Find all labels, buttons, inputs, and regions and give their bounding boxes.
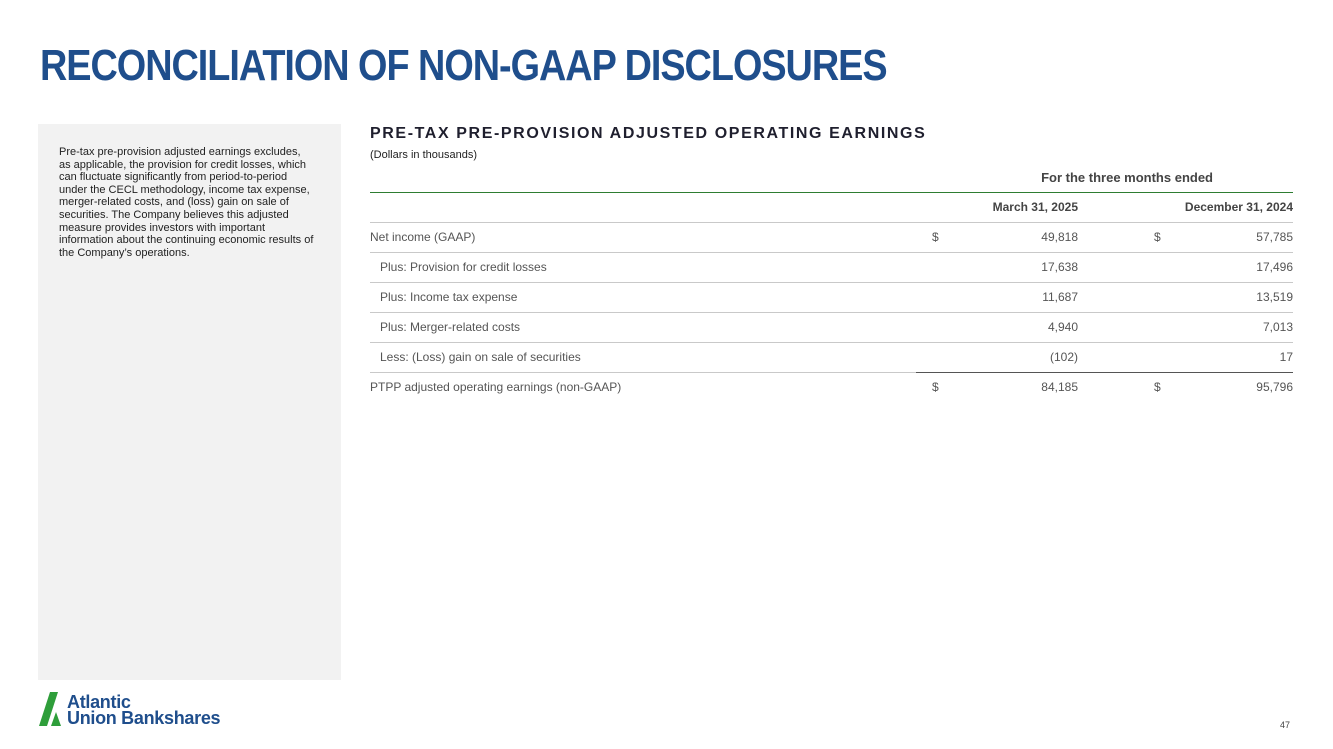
row-label: Plus: Merger-related costs [380, 320, 521, 334]
currency-symbol: $ [932, 230, 939, 244]
currency-symbol: $ [1154, 230, 1161, 244]
section-subtitle: (Dollars in thousands) [370, 149, 477, 161]
currency-symbol: $ [1154, 380, 1161, 394]
value-march-2025: 11,687 [1042, 290, 1078, 304]
value-december-2024: 17,496 [1256, 260, 1293, 274]
table-row [370, 283, 1293, 313]
value-march-2025: 17,638 [1041, 260, 1078, 274]
row-label: Net income (GAAP) [370, 230, 476, 244]
row-label: PTPP adjusted operating earnings (non-GAAP) [370, 380, 622, 394]
row-label: Plus: Provision for credit losses [380, 260, 547, 274]
reconciliation-table [370, 162, 1293, 402]
table-row [370, 313, 1293, 343]
column-header-march-2025: March 31, 2025 [992, 200, 1078, 214]
company-logo [39, 691, 269, 731]
currency-symbol: $ [932, 380, 939, 394]
logo-text-line1: Atlantic [67, 692, 131, 712]
column-header-december-2024: December 31, 2024 [1184, 200, 1293, 214]
section-title: PRE-TAX PRE-PROVISION ADJUSTED OPERATING EARNINGS [370, 125, 927, 142]
value-december-2024: 17 [1279, 350, 1293, 364]
value-march-2025: 49,818 [1041, 230, 1078, 244]
row-label: Plus: Income tax expense [380, 290, 518, 304]
table-row [370, 343, 1293, 373]
page-title: RECONCILIATION OF NON-GAAP DISCLOSURES [40, 41, 887, 90]
row-label: Less: (Loss) gain on sale of securities [380, 350, 581, 364]
sidebar-description: Pre-tax pre-provision adjusted earnings excludes, as applicable, the provision for credit losses, which can fluctuate significantly from period-to-period under the CECL methodology, income tax expense, merger-related costs, and (loss) gain on sale of securities. The Company believes this adjusted measure provides investors with important information about the continuing economic results of the Company’s operations. [59, 146, 314, 259]
value-march-2025: 84,185 [1041, 380, 1078, 394]
page-number: 47 [1280, 720, 1291, 730]
value-march-2025: (102) [1049, 350, 1078, 364]
table-total-row [370, 373, 1293, 402]
sidebar-panel [38, 124, 341, 680]
table-row [370, 223, 1293, 253]
table-column-header-row [370, 193, 1293, 223]
value-december-2024: 13,519 [1256, 290, 1293, 304]
table-row [370, 253, 1293, 283]
value-december-2024: 95,796 [1256, 380, 1293, 394]
atlantic-union-logo-icon [39, 692, 65, 726]
table-group-header: For the three months ended [370, 162, 1293, 193]
logo-text-line2: Union Bankshares [67, 708, 221, 728]
value-december-2024: 7,013 [1262, 320, 1293, 334]
value-december-2024: 57,785 [1256, 230, 1293, 244]
value-march-2025: 4,940 [1047, 320, 1078, 334]
